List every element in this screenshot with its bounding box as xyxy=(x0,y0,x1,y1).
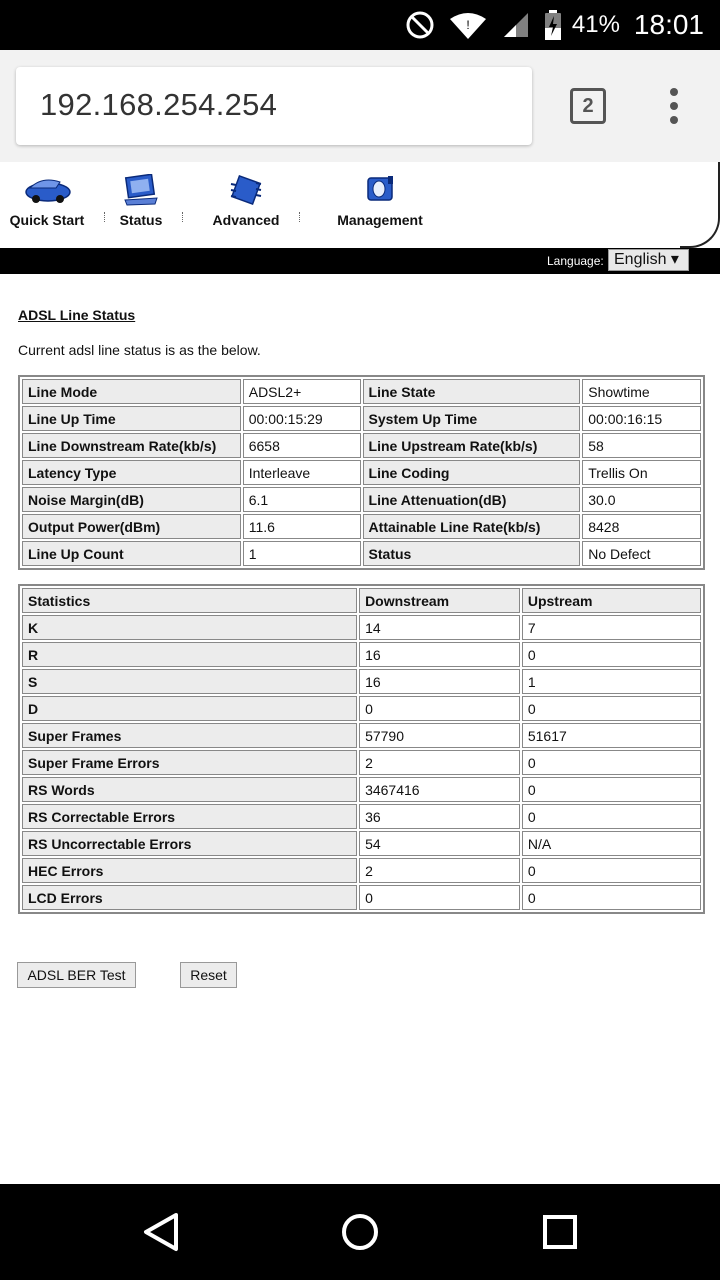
status-label-cell: Attainable Line Rate(kb/s) xyxy=(363,514,581,539)
statistic-name-cell: HEC Errors xyxy=(22,858,357,883)
status-value-cell: 6.1 xyxy=(243,487,361,512)
nav-separator xyxy=(182,212,183,222)
web-content xyxy=(0,162,720,1184)
statistics-table xyxy=(18,584,705,914)
status-value-cell: Trellis On xyxy=(582,460,701,485)
statistic-name-cell: R xyxy=(22,642,357,667)
browser-toolbar xyxy=(0,50,720,162)
line-status-table xyxy=(18,375,705,570)
downstream-value-cell: 36 xyxy=(359,804,520,829)
nav-management[interactable] xyxy=(334,174,426,228)
address-bar[interactable] xyxy=(16,67,532,145)
status-label-cell: Line State xyxy=(363,379,581,404)
upstream-value-cell: 51617 xyxy=(522,723,701,748)
nav-separator xyxy=(104,212,105,222)
line-status-row xyxy=(22,541,701,566)
downstream-value-cell: 14 xyxy=(359,615,520,640)
upstream-header: Upstream xyxy=(522,588,701,613)
upstream-value-cell: 0 xyxy=(522,696,701,721)
router-nav xyxy=(0,162,720,248)
upstream-value-cell: 1 xyxy=(522,669,701,694)
downstream-value-cell: 0 xyxy=(359,696,520,721)
do-not-disturb-icon xyxy=(406,11,434,39)
upstream-value-cell: 0 xyxy=(522,750,701,775)
statistics-row xyxy=(22,858,701,883)
language-bar xyxy=(0,248,720,274)
statistics-header-row xyxy=(22,588,701,613)
home-icon[interactable] xyxy=(340,1212,380,1252)
status-value-cell: 1 xyxy=(243,541,361,566)
status-label-cell: Line Coding xyxy=(363,460,581,485)
line-status-row xyxy=(22,460,701,485)
chip-icon xyxy=(210,174,282,206)
statistic-name-cell: Super Frame Errors xyxy=(22,750,357,775)
status-value-cell: No Defect xyxy=(582,541,701,566)
language-label: Language: xyxy=(547,254,604,268)
status-label-cell: Noise Margin(dB) xyxy=(22,487,241,512)
car-icon xyxy=(9,174,85,206)
line-status-row xyxy=(22,487,701,512)
statistics-row xyxy=(22,669,701,694)
nav-label: Status xyxy=(119,212,163,228)
language-select[interactable]: English ▾ xyxy=(608,249,689,271)
downstream-value-cell: 16 xyxy=(359,642,520,667)
statistic-name-cell: RS Words xyxy=(22,777,357,802)
status-value-cell: 6658 xyxy=(243,433,361,458)
nav-advanced[interactable] xyxy=(210,174,282,228)
downstream-value-cell: 2 xyxy=(359,858,520,883)
nav-frame-curve xyxy=(680,162,720,248)
statistic-name-cell: LCD Errors xyxy=(22,885,357,910)
statistics-row xyxy=(22,750,701,775)
line-status-row xyxy=(22,514,701,539)
upstream-value-cell: 0 xyxy=(522,642,701,667)
battery-charging-icon xyxy=(544,10,562,40)
status-label-cell: System Up Time xyxy=(363,406,581,431)
statistics-row xyxy=(22,804,701,829)
computer-icon xyxy=(118,174,164,206)
line-status-row xyxy=(22,406,701,431)
statistics-row xyxy=(22,885,701,910)
wifi-icon xyxy=(448,11,488,39)
status-bar xyxy=(0,0,720,50)
downstream-value-cell: 54 xyxy=(359,831,520,856)
status-label-cell: Line Up Time xyxy=(22,406,241,431)
statistics-row xyxy=(22,642,701,667)
url-text[interactable]: 192.168.254.254 xyxy=(40,87,278,122)
status-label-cell: Status xyxy=(363,541,581,566)
downstream-header: Downstream xyxy=(359,588,520,613)
upstream-value-cell: 0 xyxy=(522,777,701,802)
nav-status[interactable] xyxy=(118,174,164,228)
tools-icon xyxy=(334,174,426,206)
nav-quick-start[interactable] xyxy=(9,174,85,228)
upstream-value-cell: 7 xyxy=(522,615,701,640)
status-label-cell: Line Attenuation(dB) xyxy=(363,487,581,512)
battery-percent: 41% xyxy=(571,11,620,38)
statistics-row xyxy=(22,777,701,802)
status-value-cell: 11.6 xyxy=(243,514,361,539)
status-value-cell: ADSL2+ xyxy=(243,379,361,404)
line-status-row xyxy=(22,433,701,458)
status-value-cell: 30.0 xyxy=(582,487,701,512)
nav-label: Advanced xyxy=(212,212,280,228)
status-label-cell: Line Up Count xyxy=(22,541,241,566)
statistics-row xyxy=(22,696,701,721)
statistic-name-cell: S xyxy=(22,669,357,694)
status-value-cell: 8428 xyxy=(582,514,701,539)
system-nav-bar xyxy=(0,1184,720,1280)
upstream-value-cell: 0 xyxy=(522,858,701,883)
page-title: ADSL Line Status xyxy=(18,307,136,323)
adsl-ber-test-button[interactable]: ADSL BER Test xyxy=(17,962,136,988)
svg-text:!: ! xyxy=(466,18,470,32)
downstream-value-cell: 3467416 xyxy=(359,777,520,802)
downstream-value-cell: 0 xyxy=(359,885,520,910)
statistic-name-cell: Super Frames xyxy=(22,723,357,748)
status-value-cell: 00:00:15:29 xyxy=(243,406,361,431)
status-value-cell: 58 xyxy=(582,433,701,458)
downstream-value-cell: 57790 xyxy=(359,723,520,748)
statistics-row xyxy=(22,615,701,640)
status-label-cell: Line Downstream Rate(kb/s) xyxy=(22,433,241,458)
line-status-row xyxy=(22,379,701,404)
signal-icon xyxy=(502,11,530,39)
upstream-value-cell: N/A xyxy=(522,831,701,856)
statistic-name-cell: D xyxy=(22,696,357,721)
status-value-cell: 00:00:16:15 xyxy=(582,406,701,431)
statistic-name-cell: RS Correctable Errors xyxy=(22,804,357,829)
downstream-value-cell: 16 xyxy=(359,669,520,694)
statistics-row xyxy=(22,723,701,748)
nav-label: Management xyxy=(337,212,423,228)
recents-icon[interactable] xyxy=(541,1212,579,1252)
downstream-value-cell: 2 xyxy=(359,750,520,775)
statistic-name-cell: RS Uncorrectable Errors xyxy=(22,831,357,856)
statistics-header: Statistics xyxy=(22,588,357,613)
overflow-menu-icon[interactable] xyxy=(664,88,684,124)
statistics-row xyxy=(22,831,701,856)
reset-button[interactable]: Reset xyxy=(180,962,237,988)
status-value-cell: Showtime xyxy=(582,379,701,404)
upstream-value-cell: 0 xyxy=(522,804,701,829)
status-label-cell: Line Upstream Rate(kb/s) xyxy=(363,433,581,458)
statistic-name-cell: K xyxy=(22,615,357,640)
tab-switcher-button[interactable]: 2 xyxy=(570,88,606,124)
nav-label: Quick Start xyxy=(9,212,85,228)
status-label-cell: Latency Type xyxy=(22,460,241,485)
page-description: Current adsl line status is as the below. xyxy=(18,342,261,358)
clock: 18:01 xyxy=(633,9,704,40)
status-label-cell: Line Mode xyxy=(22,379,241,404)
back-icon[interactable] xyxy=(142,1212,180,1252)
upstream-value-cell: 0 xyxy=(522,885,701,910)
status-value-cell: Interleave xyxy=(243,460,361,485)
status-label-cell: Output Power(dBm) xyxy=(22,514,241,539)
nav-separator xyxy=(299,212,300,222)
